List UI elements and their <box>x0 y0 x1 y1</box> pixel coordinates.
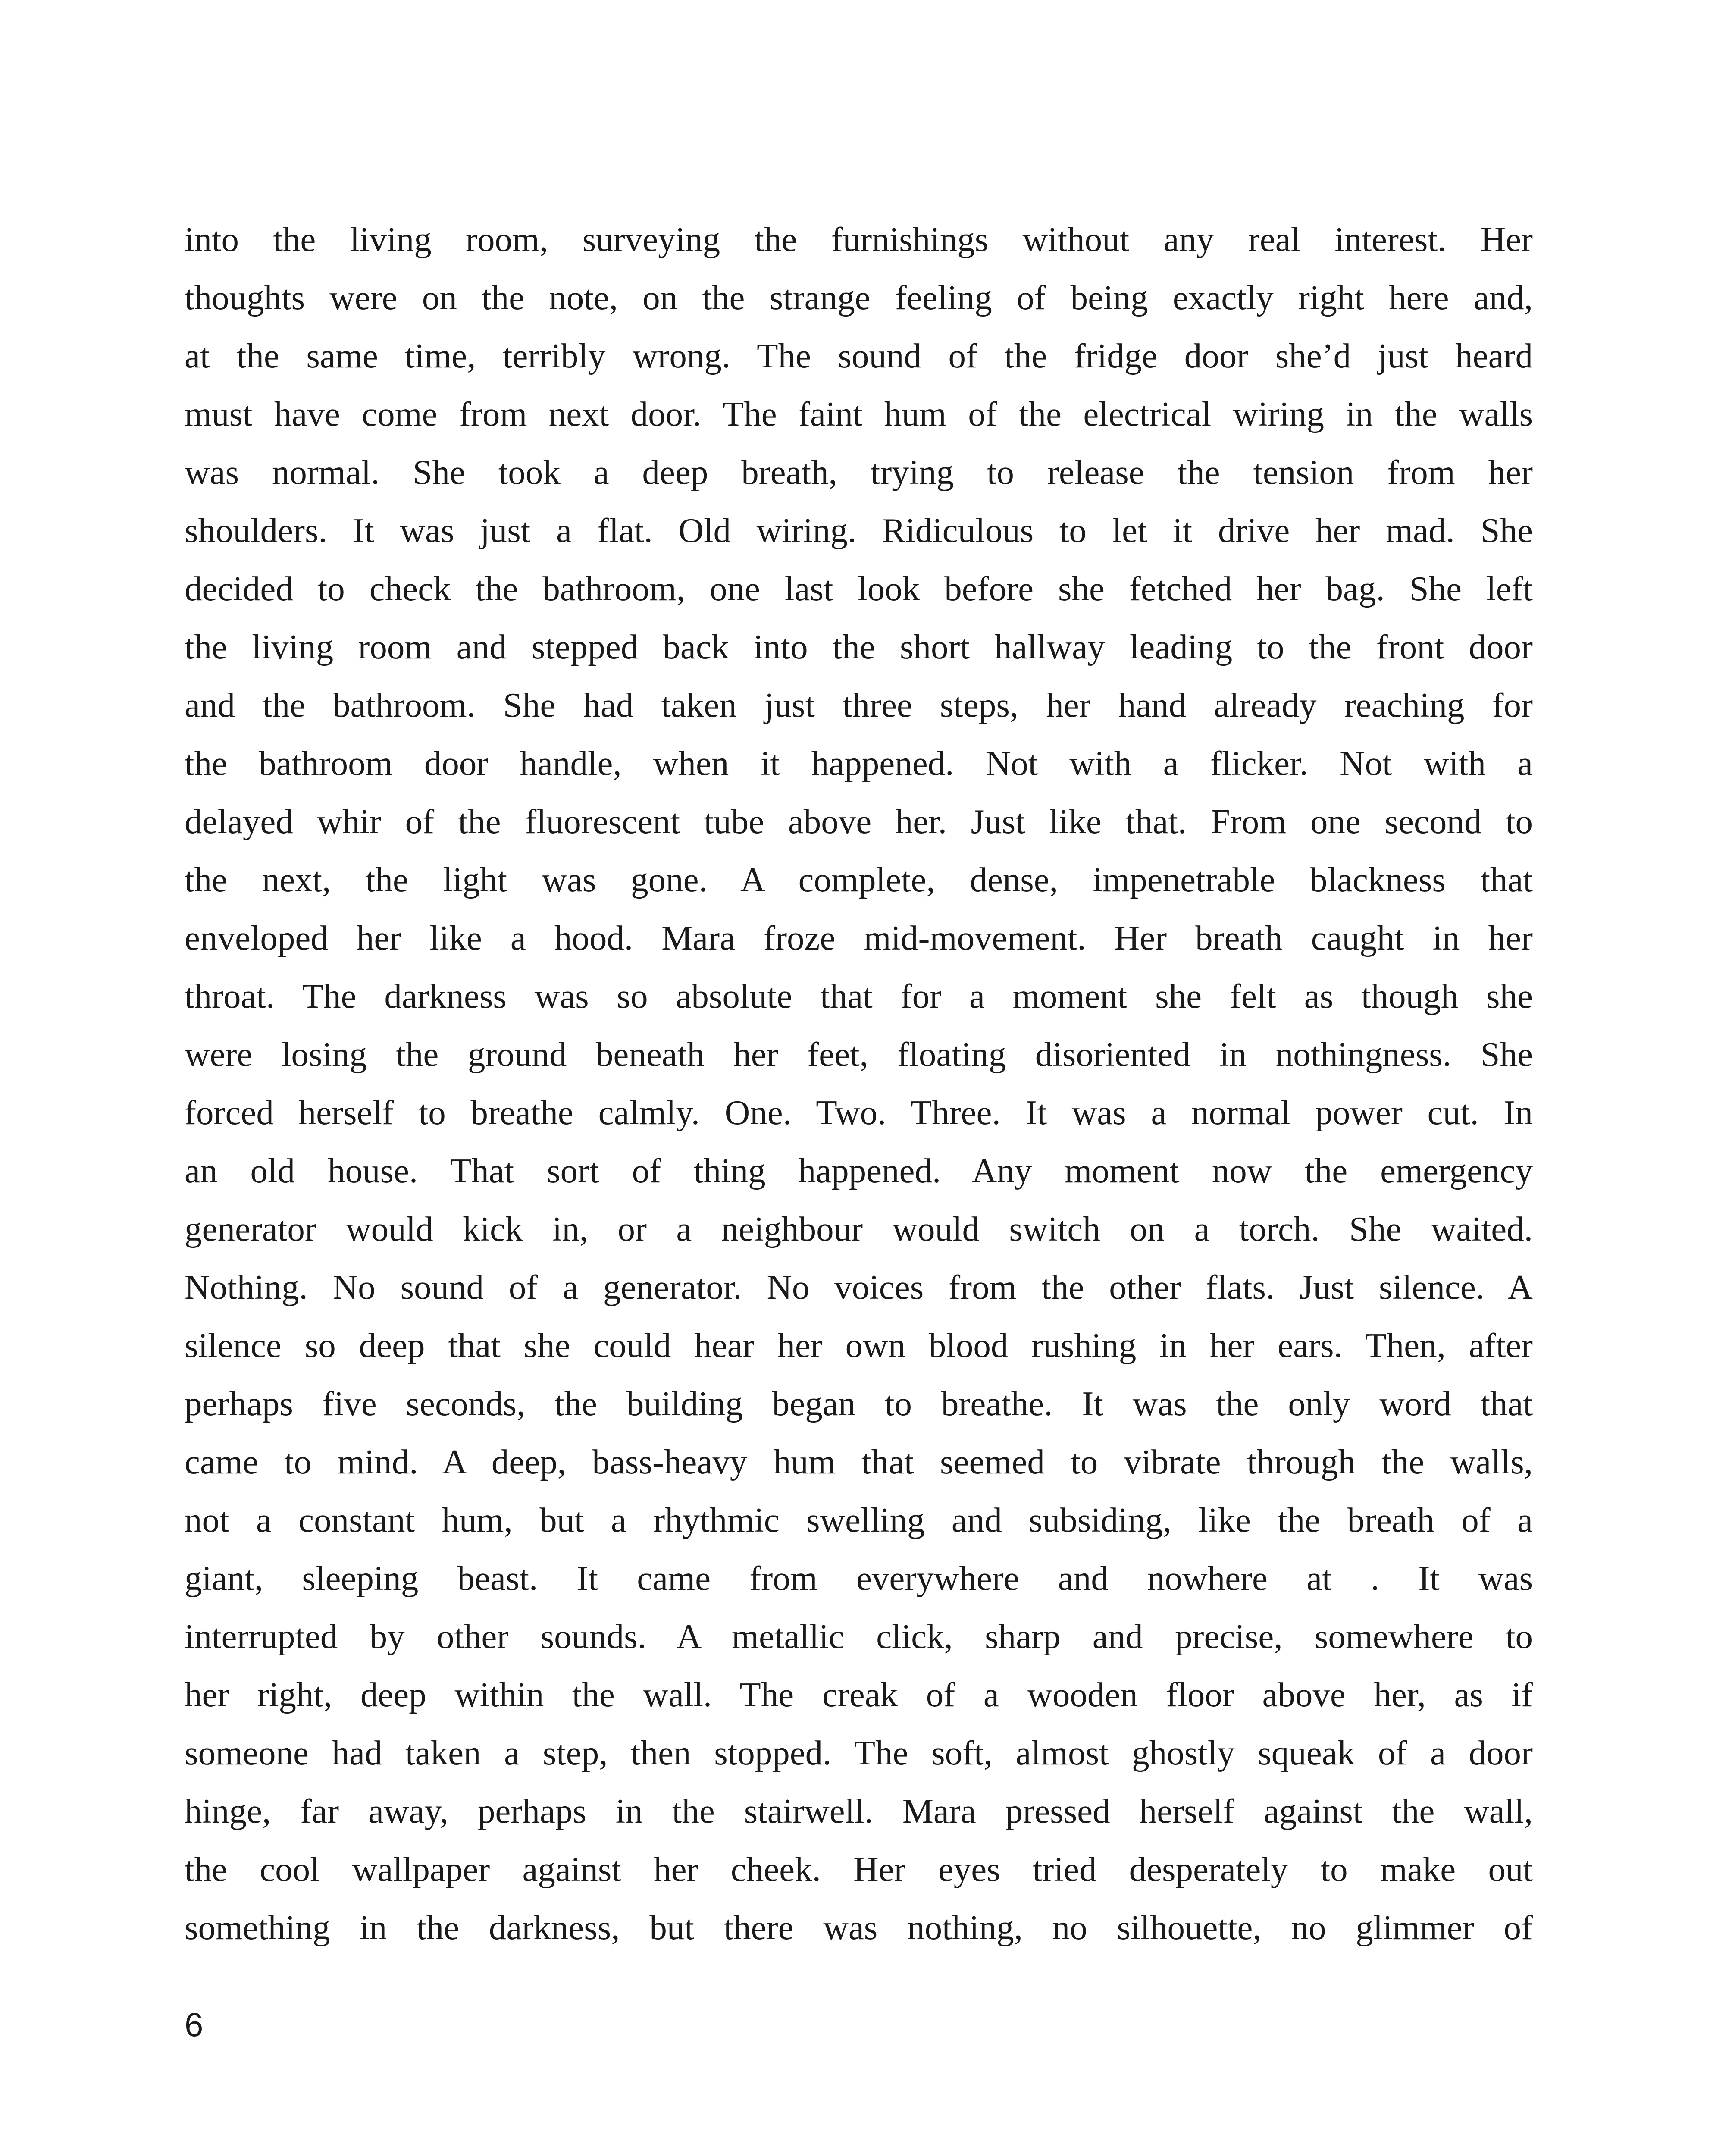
text-line: into the living room, surveying the furnishings without any real interest. Her <box>185 220 1533 259</box>
text-line: generator would kick in, or a neighbour would switch on a torch. She waited. <box>185 1210 1533 1248</box>
text-line: at the same time, terribly wrong. The sound of the fridge door she’d just heard <box>185 336 1533 375</box>
text-line: thoughts were on the note, on the strange feeling of being exactly right here and, <box>185 278 1533 317</box>
text-line: the cool wallpaper against her cheek. Her eyes tried desperately to make out <box>185 1850 1533 1889</box>
text-line: delayed whir of the fluorescent tube above her. Just like that. From one second to <box>185 802 1533 841</box>
text-line: were losing the ground beneath her feet, floating disoriented in nothingness. She <box>185 1035 1533 1074</box>
text-line: not a constant hum, but a rhythmic swelling and subsiding, like the breath of a <box>185 1501 1533 1539</box>
text-line: enveloped her like a hood. Mara froze mid-movement. Her breath caught in her <box>185 918 1533 957</box>
text-line: shoulders. It was just a flat. Old wiring. Ridiculous to let it drive her mad. She <box>185 511 1533 550</box>
text-line: someone had taken a step, then stopped. The soft, almost ghostly squeak of a door <box>185 1733 1533 1772</box>
text-line: decided to check the bathroom, one last look before she fetched her bag. She left <box>185 569 1533 608</box>
text-line: the living room and stepped back into the short hallway leading to the front door <box>185 627 1533 666</box>
body-text <box>185 210 1533 1957</box>
text-line: and the bathroom. She had taken just three steps, her hand already reaching for <box>185 686 1533 724</box>
text-line: interrupted by other sounds. A metallic click, sharp and precise, somewhere to <box>185 1617 1533 1656</box>
text-line: giant, sleeping beast. It came from everywhere and nowhere at . It was <box>185 1559 1533 1598</box>
text-line: something in the darkness, but there was nothing, no silhouette, no glimmer of <box>185 1908 1533 1947</box>
text-line: silence so deep that she could hear her own blood rushing in her ears. Then, after <box>185 1326 1533 1365</box>
text-line: must have come from next door. The faint hum of the electrical wiring in the walls <box>185 395 1533 433</box>
page-number: 6 <box>185 2006 204 2043</box>
text-line: was normal. She took a deep breath, trying to release the tension from her <box>185 453 1533 492</box>
text-line: the next, the light was gone. A complete, dense, impenetrable blackness that <box>185 860 1533 899</box>
text-line: an old house. That sort of thing happened. Any moment now the emergency <box>185 1151 1533 1190</box>
text-line: throat. The darkness was so absolute that for a moment she felt as though she <box>185 977 1533 1015</box>
text-line: Nothing. No sound of a generator. No voices from the other flats. Just silence. A <box>185 1268 1533 1307</box>
text-line: forced herself to breathe calmly. One. Two. Three. It was a normal power cut. In <box>185 1093 1533 1132</box>
text-line: perhaps five seconds, the building began to breathe. It was the only word that <box>185 1384 1533 1423</box>
text-line: came to mind. A deep, bass-heavy hum that seemed to vibrate through the walls, <box>185 1442 1533 1481</box>
text-line: her right, deep within the wall. The creak of a wooden floor above her, as if <box>185 1675 1533 1714</box>
text-line: the bathroom door handle, when it happened. Not with a flicker. Not with a <box>185 744 1533 783</box>
text-line: hinge, far away, perhaps in the stairwell. Mara pressed herself against the wall, <box>185 1792 1533 1830</box>
